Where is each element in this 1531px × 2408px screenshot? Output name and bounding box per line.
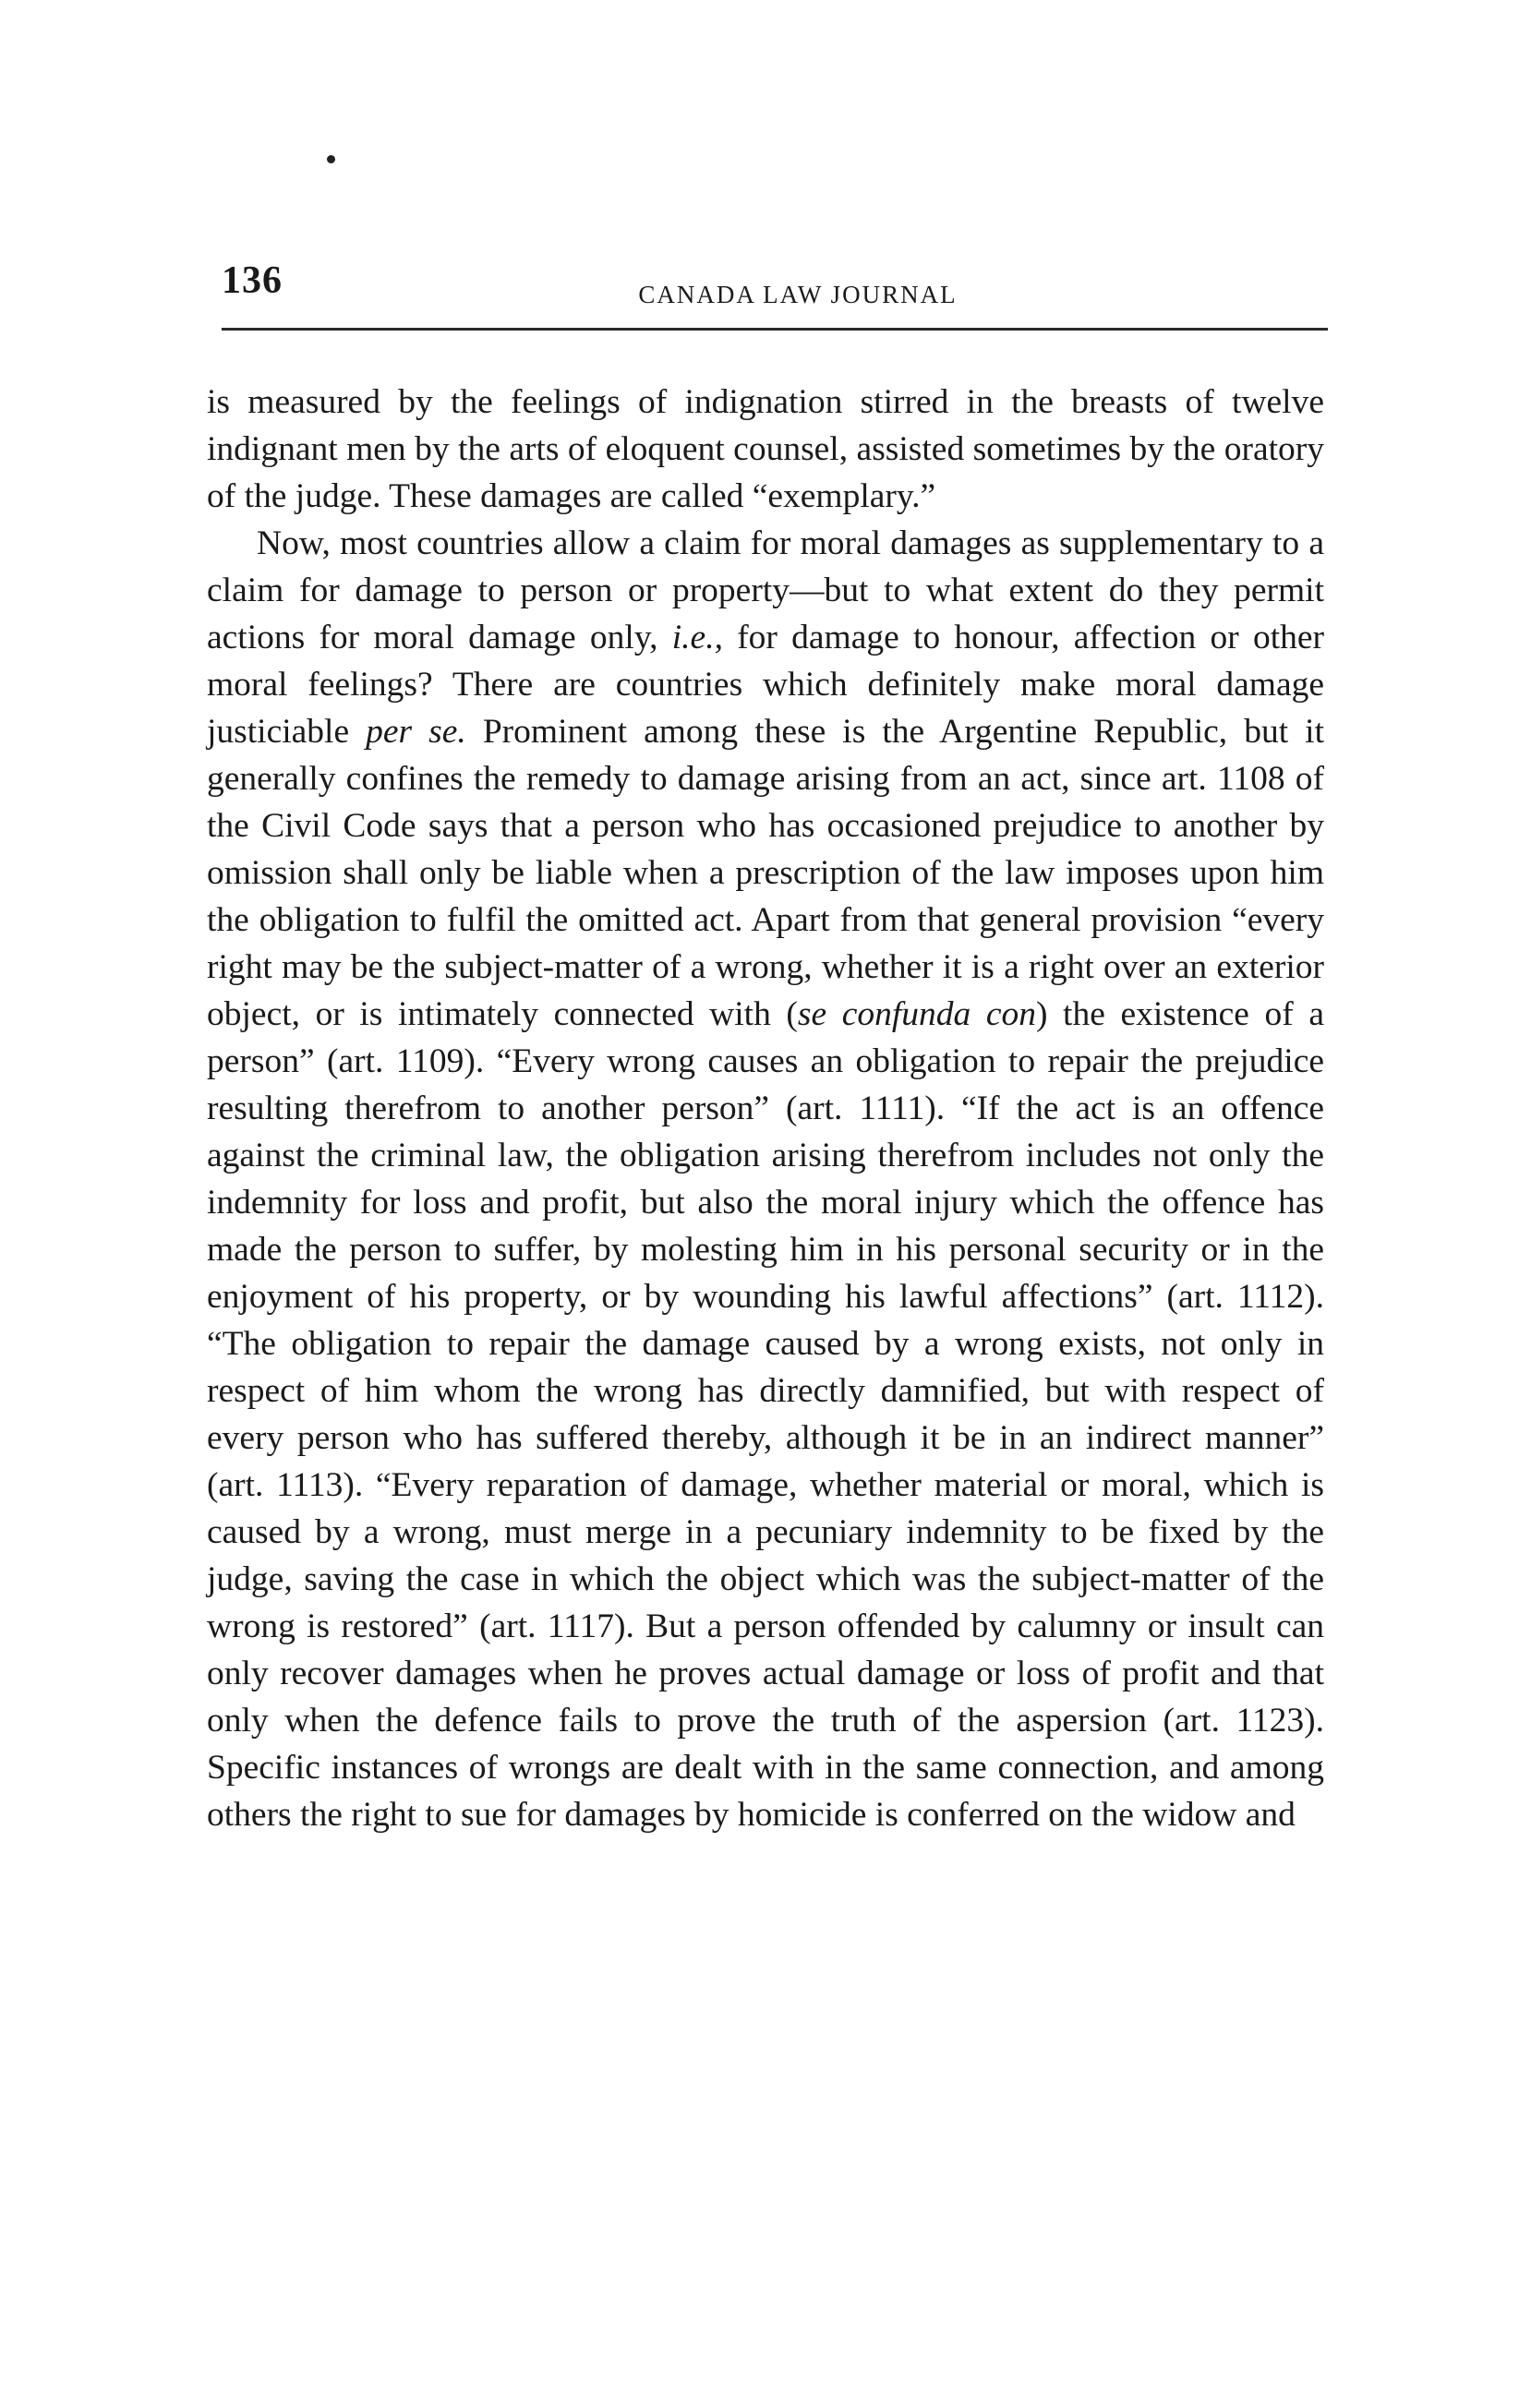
running-head: CANADA LAW JOURNAL [638,281,958,308]
paragraph-2-part-c: Prominent among these is the Argentine Republic, but it generally confines the remedy to damage arising from an act, since art. 1108 of the Civil Code says that a person who has occasioned prejudice to another by omission shall only be liable when a prescription of the law imposes upon him the obligation to fulfil the omitted act. Apart from that general provision “every right may be the subject-matter of a wrong, whether it is a right over an exterior object, or is intimately connected with ( [207,713,1324,1033]
ink-speck [327,155,335,163]
paragraph-2-part-d: ) the existence of a person” (art. 1109). “Every wrong causes an obligation to repair the prejudice resulting therefrom to another person” (art. 1111). “If the act is an offence against the criminal law, the obligation arising therefrom includes not only the indemnity for loss and profit, but also the moral injury which the offence has made the person to suffer, by molesting him in his personal security or in the enjoyment of his property, or by wounding his lawful affections” (art. 1112). “The obligation to repair the damage caused by a wrong exists, not only in respect of him whom the wrong has directly damnified, but with respect of every person who has suffered thereby, although it be in an indirect manner” (art. 1113). “Every reparation of damage, whether material or moral, which is caused by a wrong, must merge in a pecuniary indemnity to be fixed by the judge, saving the case in which the object which was the subject-matter of the wrong is restored” (art. 1117). But a person offended by calumny or insult can only recover damages when he proves actual damage or loss of profit and that only when the defence fails to prove the truth of the aspersion (art. 1123). Specific instances of wrongs are dealt with in the same connection, and among others the right to sue for damages by homicide is conferred on the widow and [207,995,1324,1834]
paragraph-2-ie: i.e., [671,619,723,656]
paragraph-2-se-confunda-con: se confunda con [797,995,1036,1033]
header-rule [222,328,1328,331]
paragraph-2-part-a: Now, most countries allow a claim for moral damages as supplementary to a claim for damage to person or property—but to what extent do they permit actions for moral damage only, [207,524,1324,656]
paragraph-2-per-se: per se. [366,713,466,751]
page-header [222,259,1328,314]
body-text [207,379,1324,1838]
paragraph-2 [207,520,1324,1838]
page-number: 136 [222,259,283,302]
paragraph-2-part-b: for damage to honour, affection or other moral feelings? There are countries which definitely make moral damage justiciable [207,619,1325,751]
paragraph-1: is measured by the feelings of indignation stirred in the breasts of twelve indignant men by the arts of eloquent counsel, assisted sometimes by the oratory of the judge. These damages are called “exemplary.” [207,383,1324,515]
